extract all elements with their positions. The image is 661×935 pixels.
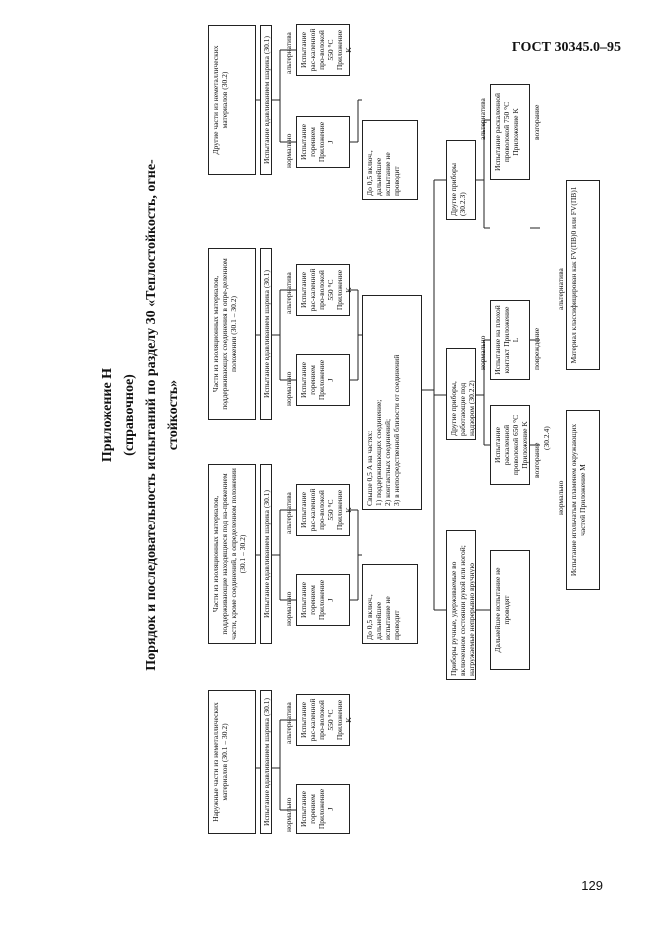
burn-test-3: Испытание горением Приложение J: [296, 354, 350, 406]
label-normal-5: нормально: [478, 335, 487, 370]
box-other-devices: Другие приборы (30.2.3): [446, 140, 476, 220]
box-external-parts: Наружные части из неметаллических материалов (30.1 – 30.2): [208, 690, 256, 834]
page-number: 129: [581, 878, 603, 893]
standard-header: ГОСТ 30345.0–95: [511, 40, 621, 55]
flowchart-title-line1: Порядок и последовательность испытаний по разделу 30 «Теплостойкость, огне-: [144, 159, 159, 671]
glow-wire-550-1: Испытание рас-каленной про-волокой 550 °С Приложение K: [296, 694, 350, 746]
glow-wire-550-3: Испытание рас-каленной про-волокой 550 °С Приложение K: [296, 264, 350, 316]
flowchart-title-line2: стойкость»: [166, 379, 181, 451]
box-upto-05a-right: До 0,5 включ., дальнейшее испытание не проводит: [362, 120, 418, 200]
burn-test-2: Испытание горением Приложение J: [296, 574, 350, 626]
label-alternative-1: альтернатива: [284, 702, 293, 744]
ball-test-2: Испытание вдавливанием шарика (30.1): [260, 464, 272, 644]
burn-test-1: Испытание горением Приложение J: [296, 784, 350, 834]
ball-test-4: Испытание вдавливанием шарика (30.1): [260, 25, 272, 175]
label-alternative-3: альтернатива: [284, 272, 293, 314]
box-attended-devices: Другие приборы, работающие под надзором (30.2.2): [446, 348, 476, 440]
label-alternative-4: альтернатива: [284, 32, 293, 74]
label-clause-3024: (30.2.4): [542, 426, 551, 450]
rotated-page-content: [100, 0, 550, 840]
box-insulation-live-parts: Части из изоляционных материалов, поддерживающие находящиеся под на-пряжением части, кроме соединений, в определенном положении (30.1 – 30.2): [208, 464, 256, 644]
box-no-further-test: Дальнейшее испытание не проводят: [490, 550, 530, 670]
box-over-05a: Свыше 0,5 А на частях: 1) поддерживающих соединение; 2) контактных соединений; 3) в непосредственной близости от соединений: [362, 295, 422, 510]
burn-test-4: Испытание горением Приложение J: [296, 116, 350, 168]
glow-wire-750: Испытание раскаленной проволокой 750 °С Приложение K: [490, 84, 530, 180]
label-ignition-2: возгорание: [532, 104, 541, 140]
material-classified: Материал классифицирован как FV(ПВ)0 или FV(ПВ)1: [566, 180, 600, 370]
label-ignition-1: возгорание: [532, 442, 541, 478]
glow-wire-650: Испытание раскаленной проволокой 650 °С Приложение K: [490, 405, 530, 485]
label-normal-3: нормально: [284, 371, 293, 406]
needle-flame-test: Испытание игольчатым пламенем окружающих частей Приложение M: [566, 410, 600, 590]
poor-contact-test: Испытание на плохой контакт Приложение L: [490, 300, 530, 380]
label-alternative-6: альтернатива: [556, 268, 565, 310]
box-upto-05a-left: До 0,5 включ., дальнейшее испытание не проводит: [362, 564, 418, 644]
ball-test-3: Испытание вдавливанием шарика (30.1): [260, 248, 272, 420]
label-normal-4: нормально: [284, 133, 293, 168]
glow-wire-550-4: Испытание рас-каленной про-волокой 550 °С Приложение K: [296, 24, 350, 76]
label-damage: повреждение: [532, 327, 541, 370]
box-insulation-connections: Части из изоляционных материалов, поддерживающих соединения в опре-деленном положении (30.1 – 30.2): [208, 248, 256, 420]
rotated-bottom-row: [556, 0, 616, 840]
annex-title: Приложение Н: [100, 367, 115, 463]
label-alternative-5: альтернатива: [478, 98, 487, 140]
ball-test-1: Испытание вдавливанием шарика (30.1): [260, 690, 272, 834]
label-normal-6: нормально: [556, 480, 565, 515]
box-manual-devices: Приборы ручные, удерживаемые во включенном состоянии рукой или ногой; нагружаемые непрерывно вручную: [446, 530, 476, 680]
annex-kind: (справочное): [122, 374, 137, 456]
label-normal-2: нормально: [284, 591, 293, 626]
label-normal-1: нормально: [284, 797, 293, 832]
box-other-parts: Другие части из неметаллических материалов (30.2): [208, 25, 256, 175]
glow-wire-550-2: Испытание рас-каленной про-волокой 550 °С Приложение K: [296, 484, 350, 536]
label-alternative-2: альтернатива: [284, 492, 293, 534]
